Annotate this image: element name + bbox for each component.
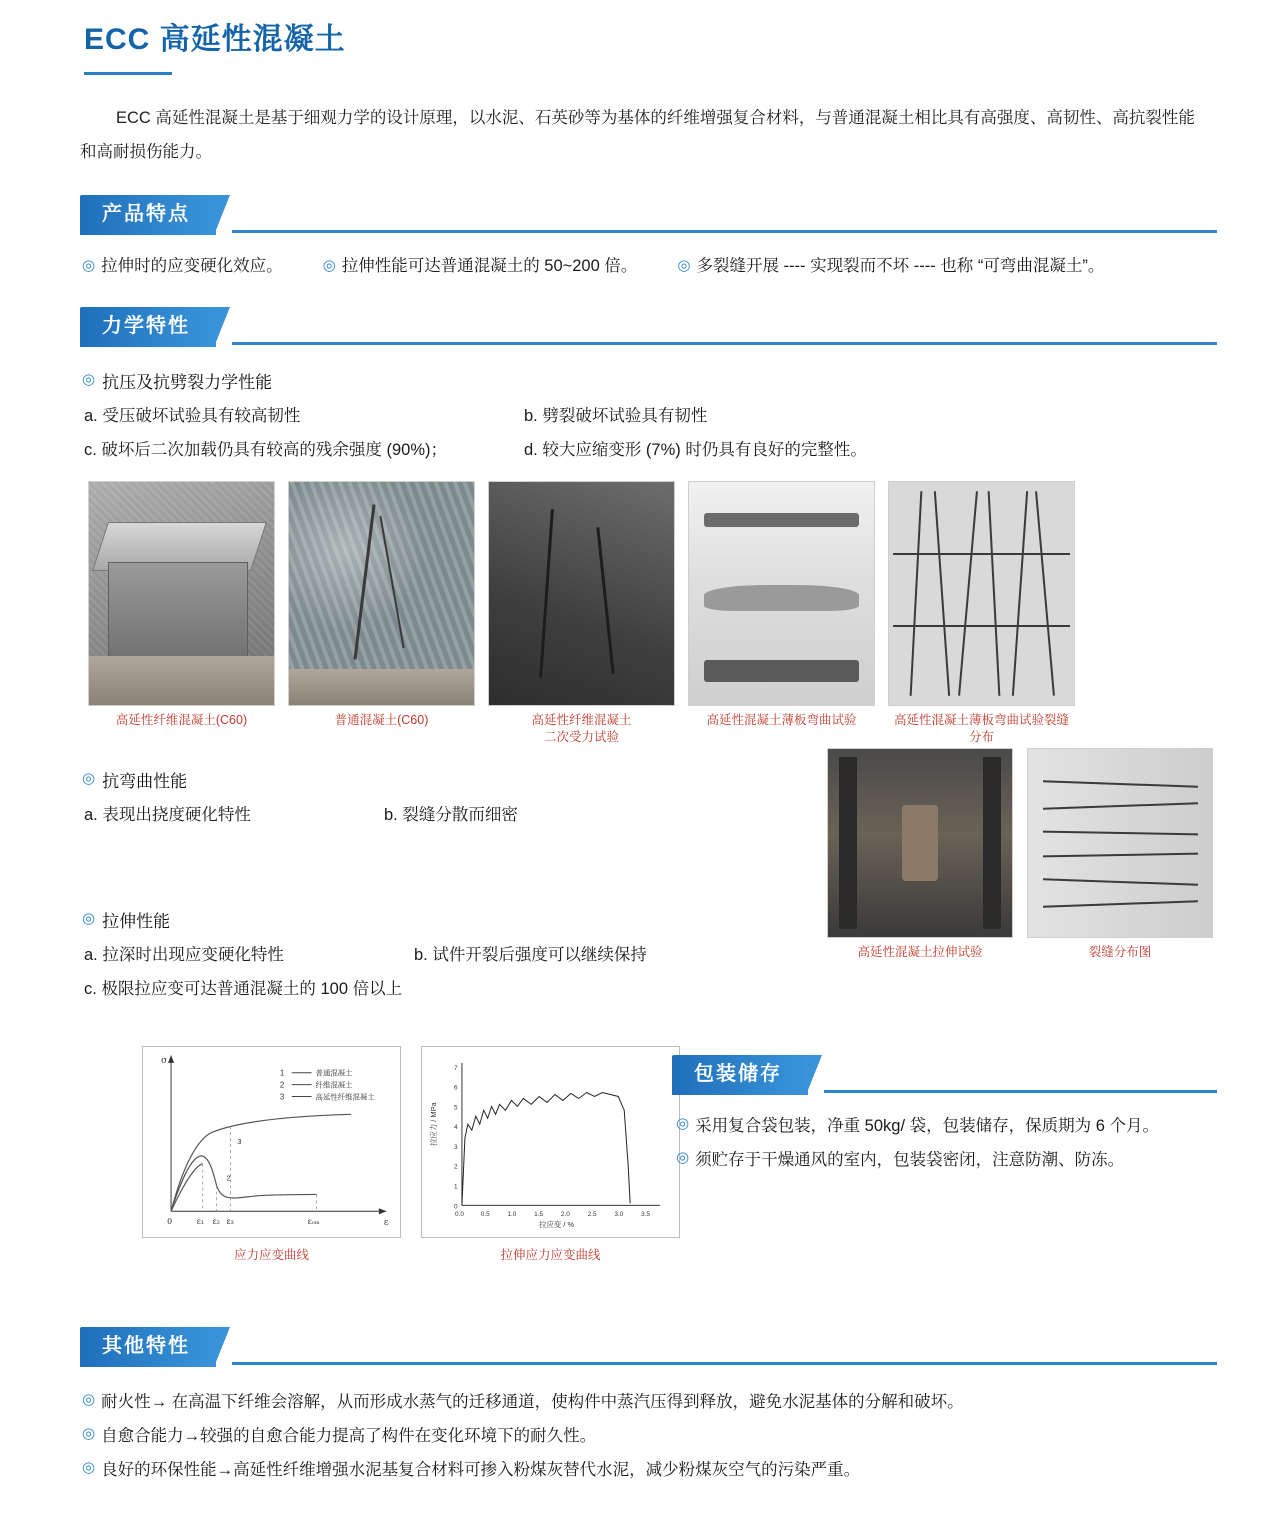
compression-figure-strip [88, 481, 1217, 746]
section-title-other: 其他特性 [80, 1327, 216, 1367]
item-text: d. 较大应缩变形 (7%) 时仍具有良好的完整性。 [524, 441, 867, 459]
stress-strain-svg [143, 1047, 400, 1237]
figure [288, 481, 475, 746]
figure [488, 481, 675, 746]
figure-caption: 裂缝分布图 [1088, 945, 1152, 959]
ring-bullet-icon: ◎ [82, 1459, 96, 1476]
figure-image [1027, 748, 1213, 938]
feature-text: 多裂缝开展 ---- 实现裂而不坏 ---- 也称 “可弯曲混凝土”。 [696, 257, 1105, 275]
svg-text:2: 2 [226, 1173, 231, 1183]
svg-text:εₒₘ: εₒₘ [307, 1217, 320, 1227]
intro-paragraph: ECC 高延性混凝土是基于细观力学的设计原理，以水泥、石英砂等为基体的纤维增强复合材料，与普通混凝土相比具有高强度、高韧性、高抗裂性能和高耐损伤能力。 [80, 109, 1195, 161]
svg-text:0.0: 0.0 [455, 1211, 464, 1219]
chart-image [142, 1046, 401, 1238]
svg-text:1.5: 1.5 [534, 1211, 544, 1219]
figure [888, 481, 1075, 746]
section-header-features [80, 195, 1217, 235]
item-text: c. 破坏后二次加载仍具有较高的残余强度 (90%)； [84, 441, 448, 459]
list-item [676, 1143, 1217, 1177]
features-bullets [82, 251, 1217, 281]
figure-image [88, 481, 275, 706]
ring-bullet-icon: ◎ [82, 770, 96, 787]
figure-caption: 高延性混凝土薄板弯曲试验裂缝分布 [893, 713, 1069, 744]
packaging-block [672, 1055, 1217, 1177]
svg-text:3.0: 3.0 [614, 1211, 624, 1219]
ring-bullet-icon: ◎ [82, 371, 96, 388]
ring-bullet-icon: ◎ [322, 257, 336, 274]
packaging-bullets [676, 1109, 1217, 1177]
chart-caption: 应力应变曲线 [233, 1248, 309, 1262]
list-item [677, 251, 1104, 281]
svg-text:1.0: 1.0 [507, 1211, 517, 1219]
svg-text:拉应力 / MPa: 拉应力 / MPa [429, 1102, 439, 1146]
item-text: b. 劈裂破坏试验具有韧性 [524, 407, 708, 425]
figure [688, 481, 875, 746]
item-text: a. 拉深时出现应变硬化特性 [84, 946, 284, 964]
figure-image [827, 748, 1013, 938]
svg-text:1: 1 [454, 1183, 458, 1191]
svg-text:3: 3 [279, 1092, 285, 1102]
svg-text:7: 7 [454, 1064, 458, 1072]
subheading-text: 拉伸性能 [102, 911, 171, 931]
packaging-text: 采用复合袋包装，净重 50kg/ 袋，包装储存，保质期为 6 个月。 [695, 1117, 1159, 1135]
ring-bullet-icon: ◎ [82, 1425, 96, 1442]
page-title: ECC 高延性混凝土 [84, 23, 346, 56]
section-title-packaging: 包装储存 [672, 1055, 808, 1095]
list-item [82, 1385, 1217, 1419]
section-header-mechanics [80, 307, 1217, 347]
tensile-figure-pair [827, 748, 1213, 961]
figure-caption-line2: 二次受力试验 [543, 730, 619, 744]
svg-text:高延性纤维混凝土: 高延性纤维混凝土 [315, 1092, 375, 1102]
figure-image [488, 481, 675, 706]
subheading-text: 抗弯曲性能 [102, 771, 188, 791]
other-text: 耐火性→ 在高温下纤维会溶解，从而形成水蒸气的迁移通道，使构件中蒸汽压得到释放，避免水泥基体的分解和破坏。 [101, 1393, 964, 1411]
svg-text:纤维混凝土: 纤维混凝土 [315, 1080, 353, 1090]
subheading-text: 抗压及抗劈裂力学性能 [102, 372, 273, 392]
section-rule [232, 1362, 1217, 1365]
list-item [676, 1109, 1217, 1143]
svg-text:3: 3 [237, 1136, 242, 1146]
list-item [323, 251, 638, 281]
subheading-compression [82, 365, 1217, 395]
chart-image [421, 1046, 680, 1238]
list-item [82, 1419, 1217, 1453]
figure [88, 481, 275, 746]
section-title-features: 产品特点 [80, 195, 216, 235]
svg-text:0: 0 [167, 1217, 173, 1227]
item-text: b. 裂缝分散而细密 [384, 806, 518, 824]
tensile-curve-svg [422, 1047, 679, 1237]
svg-text:2: 2 [454, 1163, 458, 1171]
section-rule [232, 342, 1217, 345]
other-text: 自愈合能力→较强的自愈合能力提高了构件在变化环境下的耐久性。 [101, 1427, 597, 1445]
section-rule [824, 1090, 1217, 1093]
figure-caption: 普通混凝土(C60) [334, 713, 429, 727]
item-text: a. 受压破坏试验具有较高韧性 [84, 407, 301, 425]
svg-text:4: 4 [454, 1124, 458, 1132]
svg-text:ε: ε [383, 1218, 389, 1229]
section-header-packaging [672, 1055, 1217, 1095]
figure-caption [488, 712, 675, 746]
other-text: 良好的环保性能→高延性纤维增强水泥基复合材料可掺入粉煤灰替代水泥，减少粉煤灰空气的污染严重。 [101, 1461, 861, 1479]
packaging-text: 须贮存于干燥通风的室内，包装袋密闭，注意防潮、防冻。 [695, 1151, 1125, 1169]
list-item [82, 1453, 1217, 1487]
svg-text:ε₃: ε₃ [226, 1217, 234, 1227]
chart-stress-strain [142, 1046, 401, 1263]
ring-bullet-icon: ◎ [82, 257, 96, 274]
ring-bullet-icon: ◎ [677, 257, 691, 274]
svg-text:3.5: 3.5 [641, 1211, 650, 1219]
ring-bullet-icon: ◎ [82, 1391, 96, 1408]
figure-image [688, 481, 875, 706]
item-text: b. 试件开裂后强度可以继续保持 [414, 946, 647, 964]
svg-text:0: 0 [454, 1203, 458, 1211]
figure-caption-line1: 高延性纤维混凝土 [531, 713, 632, 727]
ring-bullet-icon: ◎ [82, 910, 96, 927]
feature-text: 拉伸性能可达普通混凝土的 50~200 倍。 [341, 257, 638, 275]
chart-tensile-curve [421, 1046, 680, 1263]
item-text: a. 表现出挠度硬化特性 [84, 806, 251, 824]
figure [827, 748, 1013, 961]
tensile-item-c: c. 极限拉应变可达普通混凝土的 100 倍以上 [84, 980, 403, 998]
section-rule [232, 230, 1217, 233]
svg-text:6: 6 [454, 1084, 458, 1092]
svg-text:2.5: 2.5 [587, 1211, 597, 1219]
ring-bullet-icon: ◎ [676, 1149, 690, 1166]
svg-text:拉应变 / %: 拉应变 / % [539, 1220, 575, 1230]
svg-text:普通混凝土: 普通混凝土 [315, 1068, 353, 1078]
section-title-mechanics: 力学特性 [80, 307, 216, 347]
figure-image [288, 481, 475, 706]
other-bullets [82, 1385, 1217, 1487]
title-underline [84, 72, 172, 75]
svg-text:0.5: 0.5 [480, 1211, 490, 1219]
svg-text:ε₁: ε₁ [196, 1217, 205, 1227]
figure-caption: 高延性混凝土拉伸试验 [857, 945, 983, 959]
figure-caption: 高延性混凝土薄板弯曲试验 [706, 713, 857, 727]
svg-text:σ: σ [161, 1055, 168, 1066]
svg-text:2.0: 2.0 [560, 1211, 570, 1219]
svg-text:1: 1 [279, 1068, 285, 1078]
figure-caption: 高延性纤维混凝土(C60) [115, 713, 248, 727]
svg-text:ε₂: ε₂ [212, 1217, 220, 1227]
svg-text:2: 2 [279, 1080, 285, 1090]
figure [1027, 748, 1213, 961]
section-header-other [80, 1327, 1217, 1367]
compression-items [84, 399, 1217, 467]
ring-bullet-icon: ◎ [676, 1115, 690, 1132]
chart-caption: 拉伸应力应变曲线 [500, 1248, 601, 1262]
list-item [82, 251, 283, 281]
svg-text:3: 3 [454, 1143, 458, 1151]
svg-text:5: 5 [454, 1104, 458, 1112]
figure-image [888, 481, 1075, 706]
feature-text: 拉伸时的应变硬化效应。 [101, 257, 283, 275]
